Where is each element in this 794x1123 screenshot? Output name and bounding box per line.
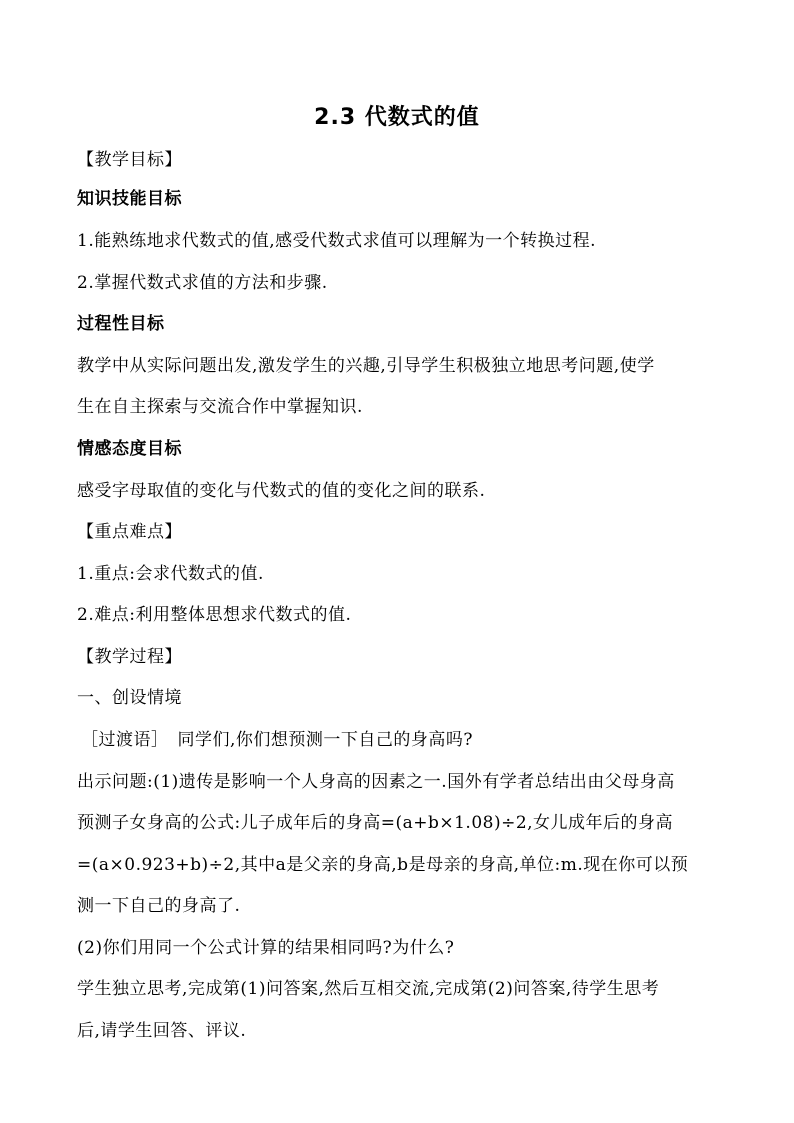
paragraph-line: 测一下自己的身高了. (77, 896, 241, 916)
paragraph-line: 感受字母取值的变化与代数式的值的变化之间的联系. (77, 481, 486, 501)
paragraph-line: 2.难点:利用整体思想求代数式的值. (77, 605, 352, 625)
paragraph-line: 出示问题:(1)遗传是影响一个人身高的因素之一.国外有学者总结出由父母身高 (77, 772, 675, 792)
section-heading-process: 【教学过程】 (77, 647, 182, 667)
subheading-process: 过程性目标 (77, 314, 165, 334)
section-heading-key-points: 【重点难点】 (77, 522, 182, 542)
paragraph-line: 1.重点:会求代数式的值. (77, 564, 264, 584)
subsection-heading: 一、创设情境 (77, 688, 182, 708)
paragraph-line: ［过渡语］ 同学们,你们想预测一下自己的身高吗? (81, 730, 474, 750)
paragraph-line: 生在自主探索与交流合作中掌握知识. (77, 397, 363, 417)
paragraph-line: 2.掌握代数式求值的方法和步骤. (77, 273, 328, 293)
paragraph-line: 后,请学生回答、评议. (77, 1021, 247, 1041)
paragraph-line: 预测子女身高的公式:儿子成年后的身高=(a+b×1.08)÷2,女儿成年后的身高 (77, 813, 674, 833)
paragraph-line: 教学中从实际问题出发,激发学生的兴趣,引导学生积极独立地思考问题,使学 (77, 356, 655, 376)
paragraph-line: 学生独立思考,完成第(1)问答案,然后互相交流,完成第(2)问答案,待学生思考 (77, 979, 660, 999)
page-title: 2.3 代数式的值 (314, 105, 480, 130)
paragraph-line: (2)你们用同一个公式计算的结果相同吗?为什么? (77, 938, 455, 958)
section-heading-objectives: 【教学目标】 (77, 150, 182, 170)
subheading-knowledge-skills: 知识技能目标 (77, 189, 182, 209)
paragraph-line: 1.能熟练地求代数式的值,感受代数式求值可以理解为一个转换过程. (77, 231, 597, 251)
paragraph-line: =(a×0.923+b)÷2,其中a是父亲的身高,b是母亲的身高,单位:m.现在你可以预 (77, 855, 689, 875)
subheading-attitude: 情感态度目标 (77, 439, 182, 459)
